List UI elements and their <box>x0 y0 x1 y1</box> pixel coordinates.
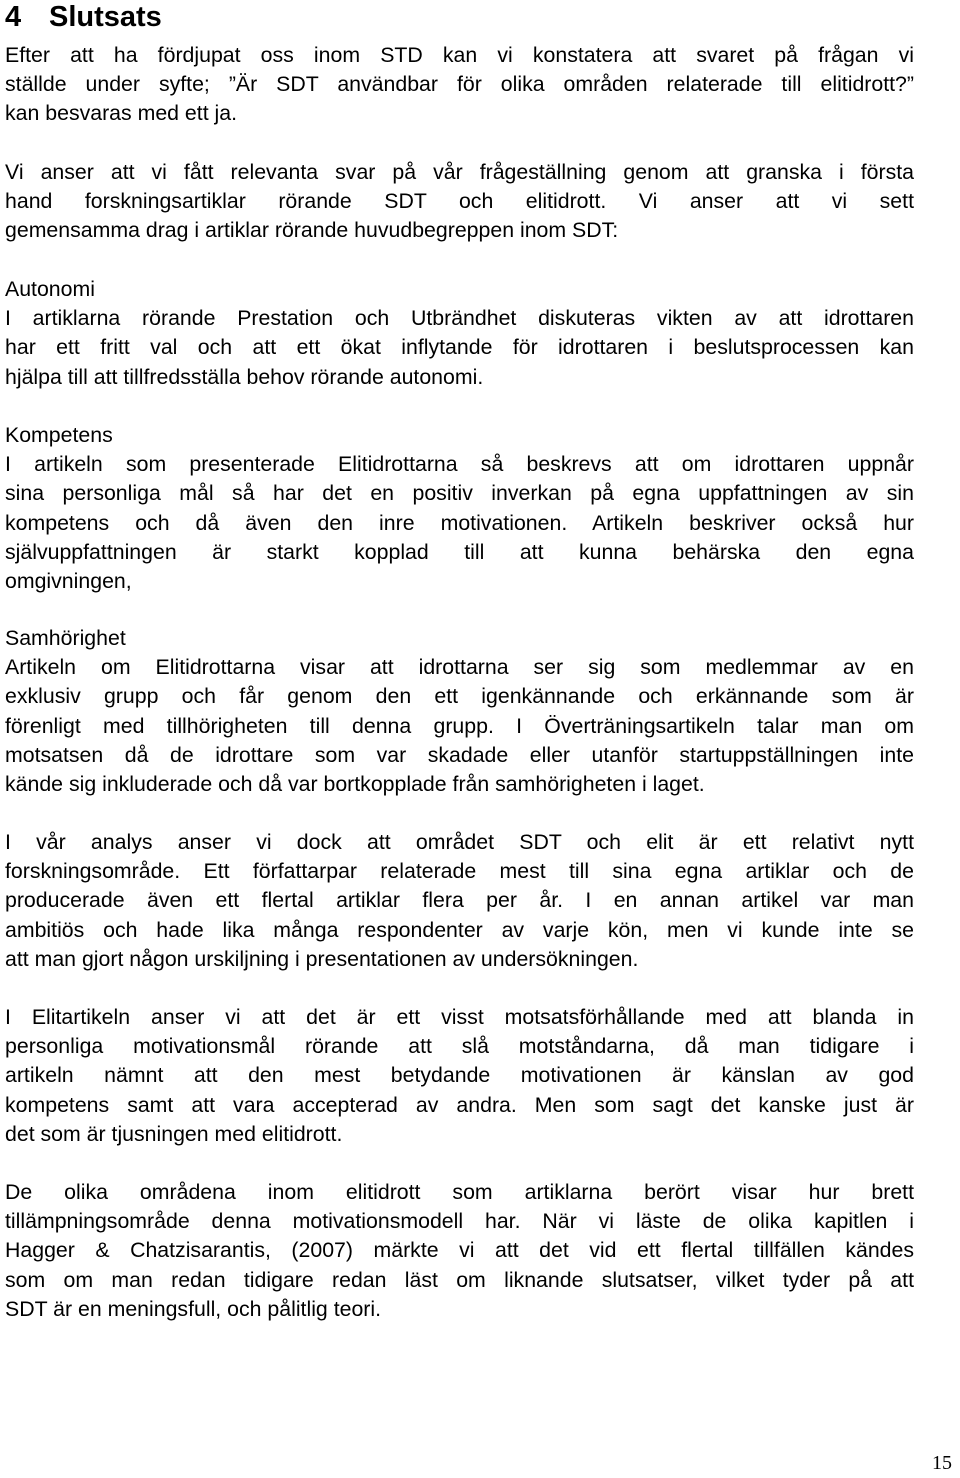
section-number: 4 <box>5 1 22 33</box>
text-line: att man gjort någon urskiljning i presentationen av undersökningen. <box>5 946 639 971</box>
text-line: I vår analys anser vi dock att området SDT och elit är ett relativt nytt <box>5 830 914 854</box>
subheading-autonomi: Autonomi <box>5 277 95 301</box>
section-heading <box>5 0 162 34</box>
text-line: omgivningen, <box>5 569 132 594</box>
text-line: hand forskningsartiklar rörande SDT och elitidrott. Vi anser att vi sett <box>5 189 914 214</box>
text-line: I artiklarna rörande Prestation och Utbrändhet diskuteras vikten av att idrottaren <box>5 306 914 331</box>
text-line: hjälpa till att tillfredsställa behov rörande autonomi. <box>5 364 484 389</box>
text-line: I Elitartikeln anser vi att det är ett visst motsatsförhållande med att blanda in <box>5 1005 914 1029</box>
section-title: Slutsats <box>49 1 162 33</box>
text-line: kände sig inkluderade och då var bortkopplade från samhörigheten i laget. <box>5 772 705 797</box>
text-line: har ett fritt val och att ett ökat inflytande för idrottaren i beslutsprocessen kan <box>5 335 914 360</box>
text-line: Artikeln om Elitidrottarna visar att idrottarna ser sig som medlemmar av en <box>5 655 914 680</box>
paragraph-analys <box>5 828 914 974</box>
paragraph-autonomi <box>5 275 914 392</box>
text-line: kompetens och då även den inre motivationen. Artikeln beskriver också hur <box>5 510 914 535</box>
text-line: Vi anser att vi fått relevanta svar på vår frågeställning genom att granska i första <box>5 160 914 184</box>
paragraph-findings <box>5 158 914 246</box>
text-line: ställde under syfte; ”Är SDT användbar för olika områden relaterade till elitidrott?” <box>5 72 914 97</box>
text-line: självuppfattningen är starkt kopplad till att kunna behärska den egna <box>5 539 914 564</box>
text-line: kan besvaras med ett ja. <box>5 101 238 126</box>
paragraph-elitartikeln <box>5 1003 914 1149</box>
paragraph-kompetens <box>5 421 914 596</box>
paragraph-samhorighet <box>5 624 914 799</box>
text-line: Efter att ha fördjupat oss inom STD kan vi konstatera att svaret på frågan vi <box>5 43 914 67</box>
text-line: I artikeln som presenterade Elitidrottarna så beskrevs att om idrottaren uppnår <box>5 452 914 477</box>
page-number: 15 <box>932 1452 952 1474</box>
subheading-kompetens: Kompetens <box>5 423 113 447</box>
text-line: tillämpningsområde denna motivationsmodell har. När vi läste de olika kapitlen i <box>5 1209 914 1234</box>
text-line: som om man redan tidigare redan läst om liknande slutsatser, vilket tyder på att <box>5 1267 914 1292</box>
text-line: exklusiv grupp och får genom den ett igenkännande och erkännande som är <box>5 684 914 709</box>
text-line: sina personliga mål så har det en positiv inverkan på egna uppfattningen av sin <box>5 481 914 506</box>
paragraph-omraden <box>5 1178 914 1324</box>
text-line: De olika områdena inom elitidrott som artiklarna berört visar hur brett <box>5 1180 914 1204</box>
text-line: förenligt med tillhörigheten till denna grupp. I Överträningsartikeln talar man om <box>5 713 914 738</box>
text-line: Hagger & Chatzisarantis, (2007) märkte vi att det vid ett flertal tillfällen kändes <box>5 1238 914 1263</box>
text-line: det som är tjusningen med elitidrott. <box>5 1121 343 1146</box>
text-line: forskningsområde. Ett författarpar relaterade mest till sina egna artiklar och de <box>5 859 914 884</box>
text-line: SDT är en meningsfull, och pålitlig teori. <box>5 1296 382 1321</box>
text-line: gemensamma drag i artiklar rörande huvudbegreppen inom SDT: <box>5 218 619 243</box>
text-line: artikeln nämnt att den mest betydande motivationen är känslan av god <box>5 1063 914 1088</box>
text-line: kompetens samt att vara accepterad av andra. Men som sagt det kanske just är <box>5 1092 914 1117</box>
paragraph-intro <box>5 41 914 129</box>
text-line: ambitiös och hade lika många respondenter av varje kön, men vi kunde inte se <box>5 917 914 942</box>
subheading-samhorighet: Samhörighet <box>5 626 126 650</box>
text-line: producerade även ett flertal artiklar flera per år. I en annan artikel var man <box>5 888 914 913</box>
text-line: motsatsen då de idrottare som var skadade eller utanför startuppställningen inte <box>5 742 914 767</box>
text-line: personliga motivationsmål rörande att slå motståndarna, då man tidigare i <box>5 1034 914 1059</box>
